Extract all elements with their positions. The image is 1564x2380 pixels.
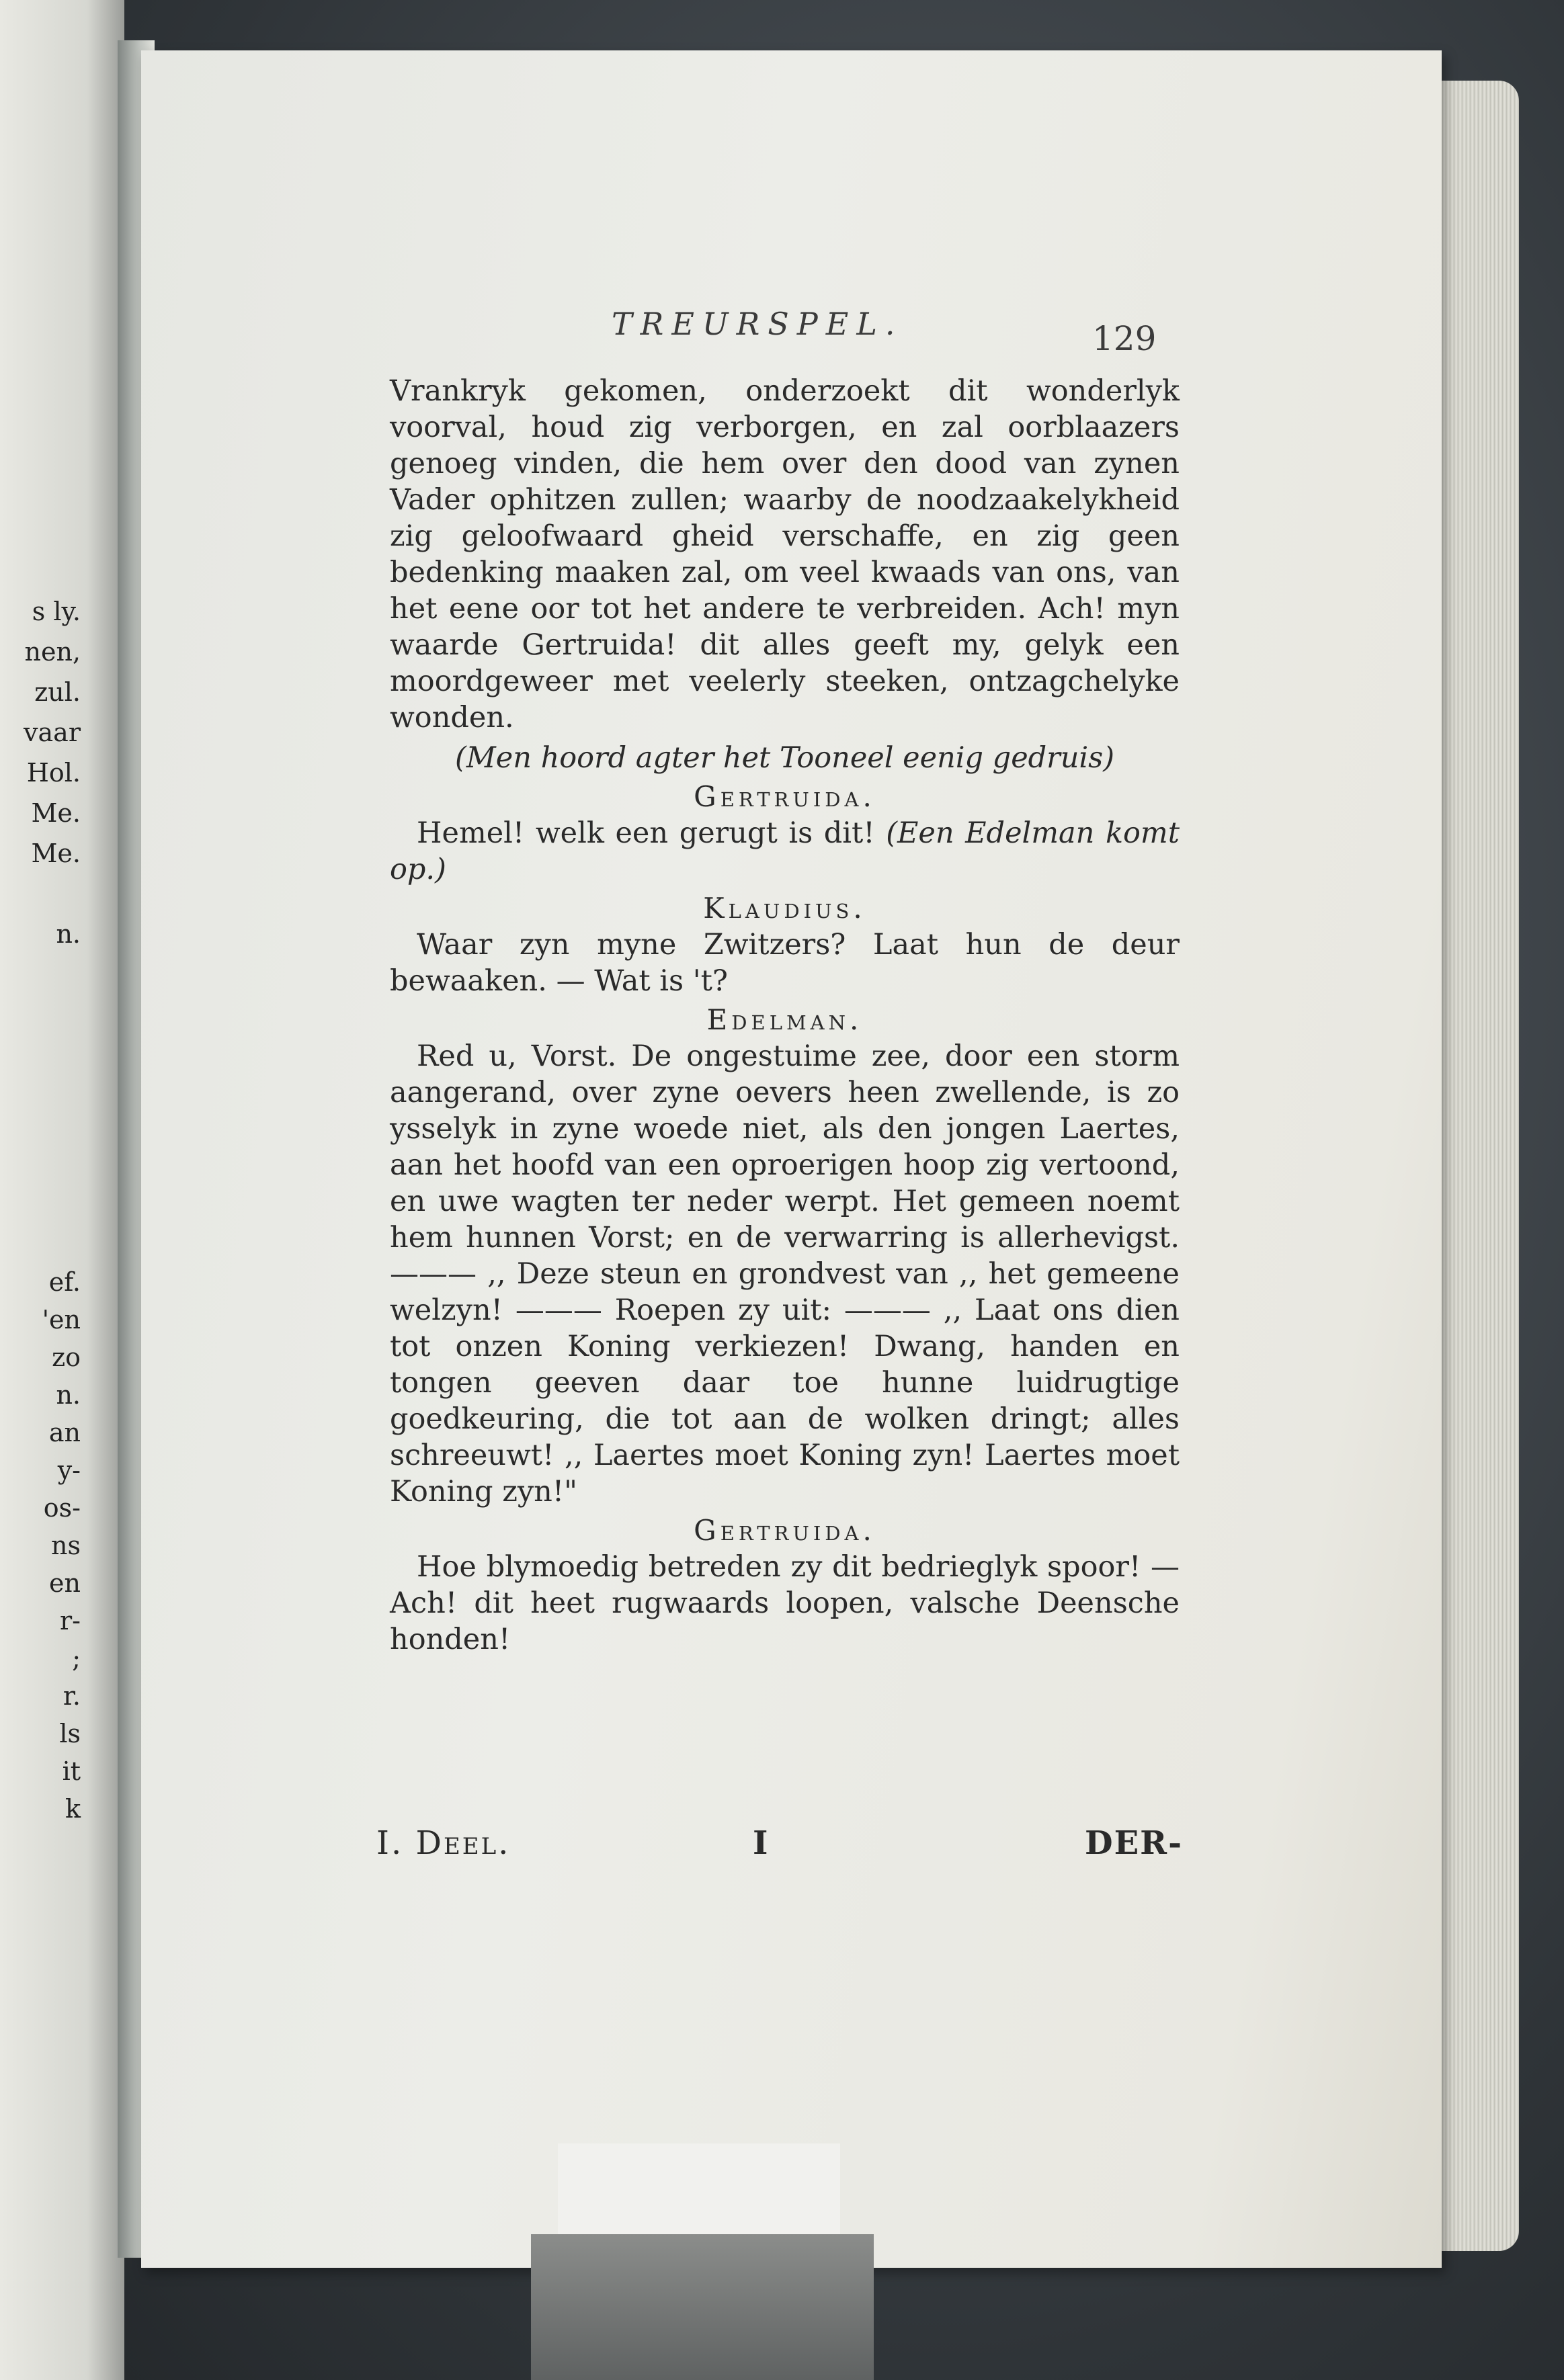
opening-paragraph: Vrankryk gekomen, onderzoekt dit wonderlyk voorval, houd zig verborgen, en zal oorblaazers genoeg vinden, die hem over den dood van zynen Vader ophitzen zullen; waarby de noodzaakelykheid zig geloofwaard gheid verschaffe, en zig geen bedenking maaken zal, om veel kwaads van ons, van het eene oor tot het andere te verbreiden. Ach! myn waarde Gertruida! dit alles geeft my, gelyk een moordgeweer met veelerly steeken, ontzagchelyke wonden. — [390, 374, 1180, 734]
facing-page-fragment: vaar — [24, 718, 81, 747]
facing-page-text-lower — [0, 1263, 81, 1828]
facing-page-fragment: zo — [52, 1343, 81, 1372]
book-page — [141, 50, 1442, 2268]
page-number: 129 — [1092, 319, 1157, 358]
speech — [390, 815, 1180, 888]
facing-page-fragment: en — [49, 1568, 81, 1598]
speaker-name: Gertruida. — [694, 780, 876, 813]
facing-page-fragment: an — [48, 1418, 81, 1447]
facing-page-fragment: n. — [56, 1380, 81, 1410]
speech: Red u, Vorst. De ongestuime zee, door een storm aangerand, over zyne oevers heen zwellende, is zo ysselyk in zyne woede niet, als den jongen Laertes, aan het hoofd van een oproerigen hoop zig vertoond, en uwe wagten ter neder werpt. Het gemeen noemt hem hunnen Vorst; en de verwarring is allerhevigst. ——— ,, Deze steun en grondvest van ,, het gemeene welzyn! ——— Roepen zy uit: ——— ,, Laat ons dien tot onzen Koning verkiezen! Dwang, handen en tongen geeven daar toe hunne luidrugtige goedkeuring, die tot aan de wolken dringt; alles schreeuwt! ,, Laertes moet Koning zyn! Laertes moet Koning zyn!" — [390, 1039, 1180, 1508]
facing-page-fragment: ef. — [48, 1267, 81, 1297]
facing-page-fragment: s ly. — [32, 597, 81, 626]
stage-direction: (Men hoord agter het Tooneel eenig gedruis) — [454, 741, 1115, 775]
facing-page-fragment: r. — [63, 1681, 81, 1711]
facing-page-fragment: zul. — [34, 677, 81, 707]
facing-page-fragment: ; — [72, 1644, 81, 1673]
facing-page-fragment: ls — [59, 1719, 81, 1748]
facing-page-fragment: ns — [51, 1531, 81, 1560]
catchword: DER- — [1084, 1824, 1183, 1862]
speech: Hoe blymoedig betreden zy dit bedrieglyk spoor! — Ach! dit heet rugwaards loopen, valsche Deensche honden! — [390, 1550, 1180, 1656]
page-footer — [376, 1824, 1183, 1871]
facing-page-fragment: os- — [43, 1493, 81, 1523]
facing-page-text-upper — [0, 591, 81, 954]
facing-page-fragment — [0, 874, 81, 914]
facing-page-fragment: n. — [56, 919, 81, 949]
facing-page-fragment: Hol. — [26, 758, 81, 788]
volume-signature: I. Deel. — [376, 1824, 511, 1862]
facing-page-fragment: r- — [59, 1606, 81, 1635]
facing-page-fragment: nen, — [24, 637, 81, 667]
speech-text: Hemel! welk een gerugt is dit! — [417, 816, 875, 850]
speaker-name: Gertruida. — [694, 1514, 876, 1547]
running-title: TREURSPEL. — [612, 306, 903, 342]
page-body — [390, 373, 1180, 1658]
facing-page — [0, 0, 124, 2380]
facing-page-fragment: y- — [57, 1455, 81, 1485]
signature-mark: I — [753, 1824, 768, 1862]
speaker-name: Edelman. — [706, 1003, 863, 1036]
inline-stage-direction: (Een Edelman komt op.) — [390, 816, 1180, 886]
speech: Waar zyn myne Zwitzers? Laat hun de deur bewaaken. — Wat is 't? — [390, 928, 1180, 998]
facing-page-fragment: Me. — [31, 839, 81, 868]
bookmark-strip — [531, 2234, 874, 2380]
facing-page-fragment: it — [62, 1756, 81, 1786]
facing-page-fragment: 'en — [42, 1305, 81, 1334]
facing-page-fragment: Me. — [31, 798, 81, 828]
speaker-name: Klaudius. — [703, 892, 866, 925]
facing-page-fragment: k — [65, 1794, 81, 1824]
